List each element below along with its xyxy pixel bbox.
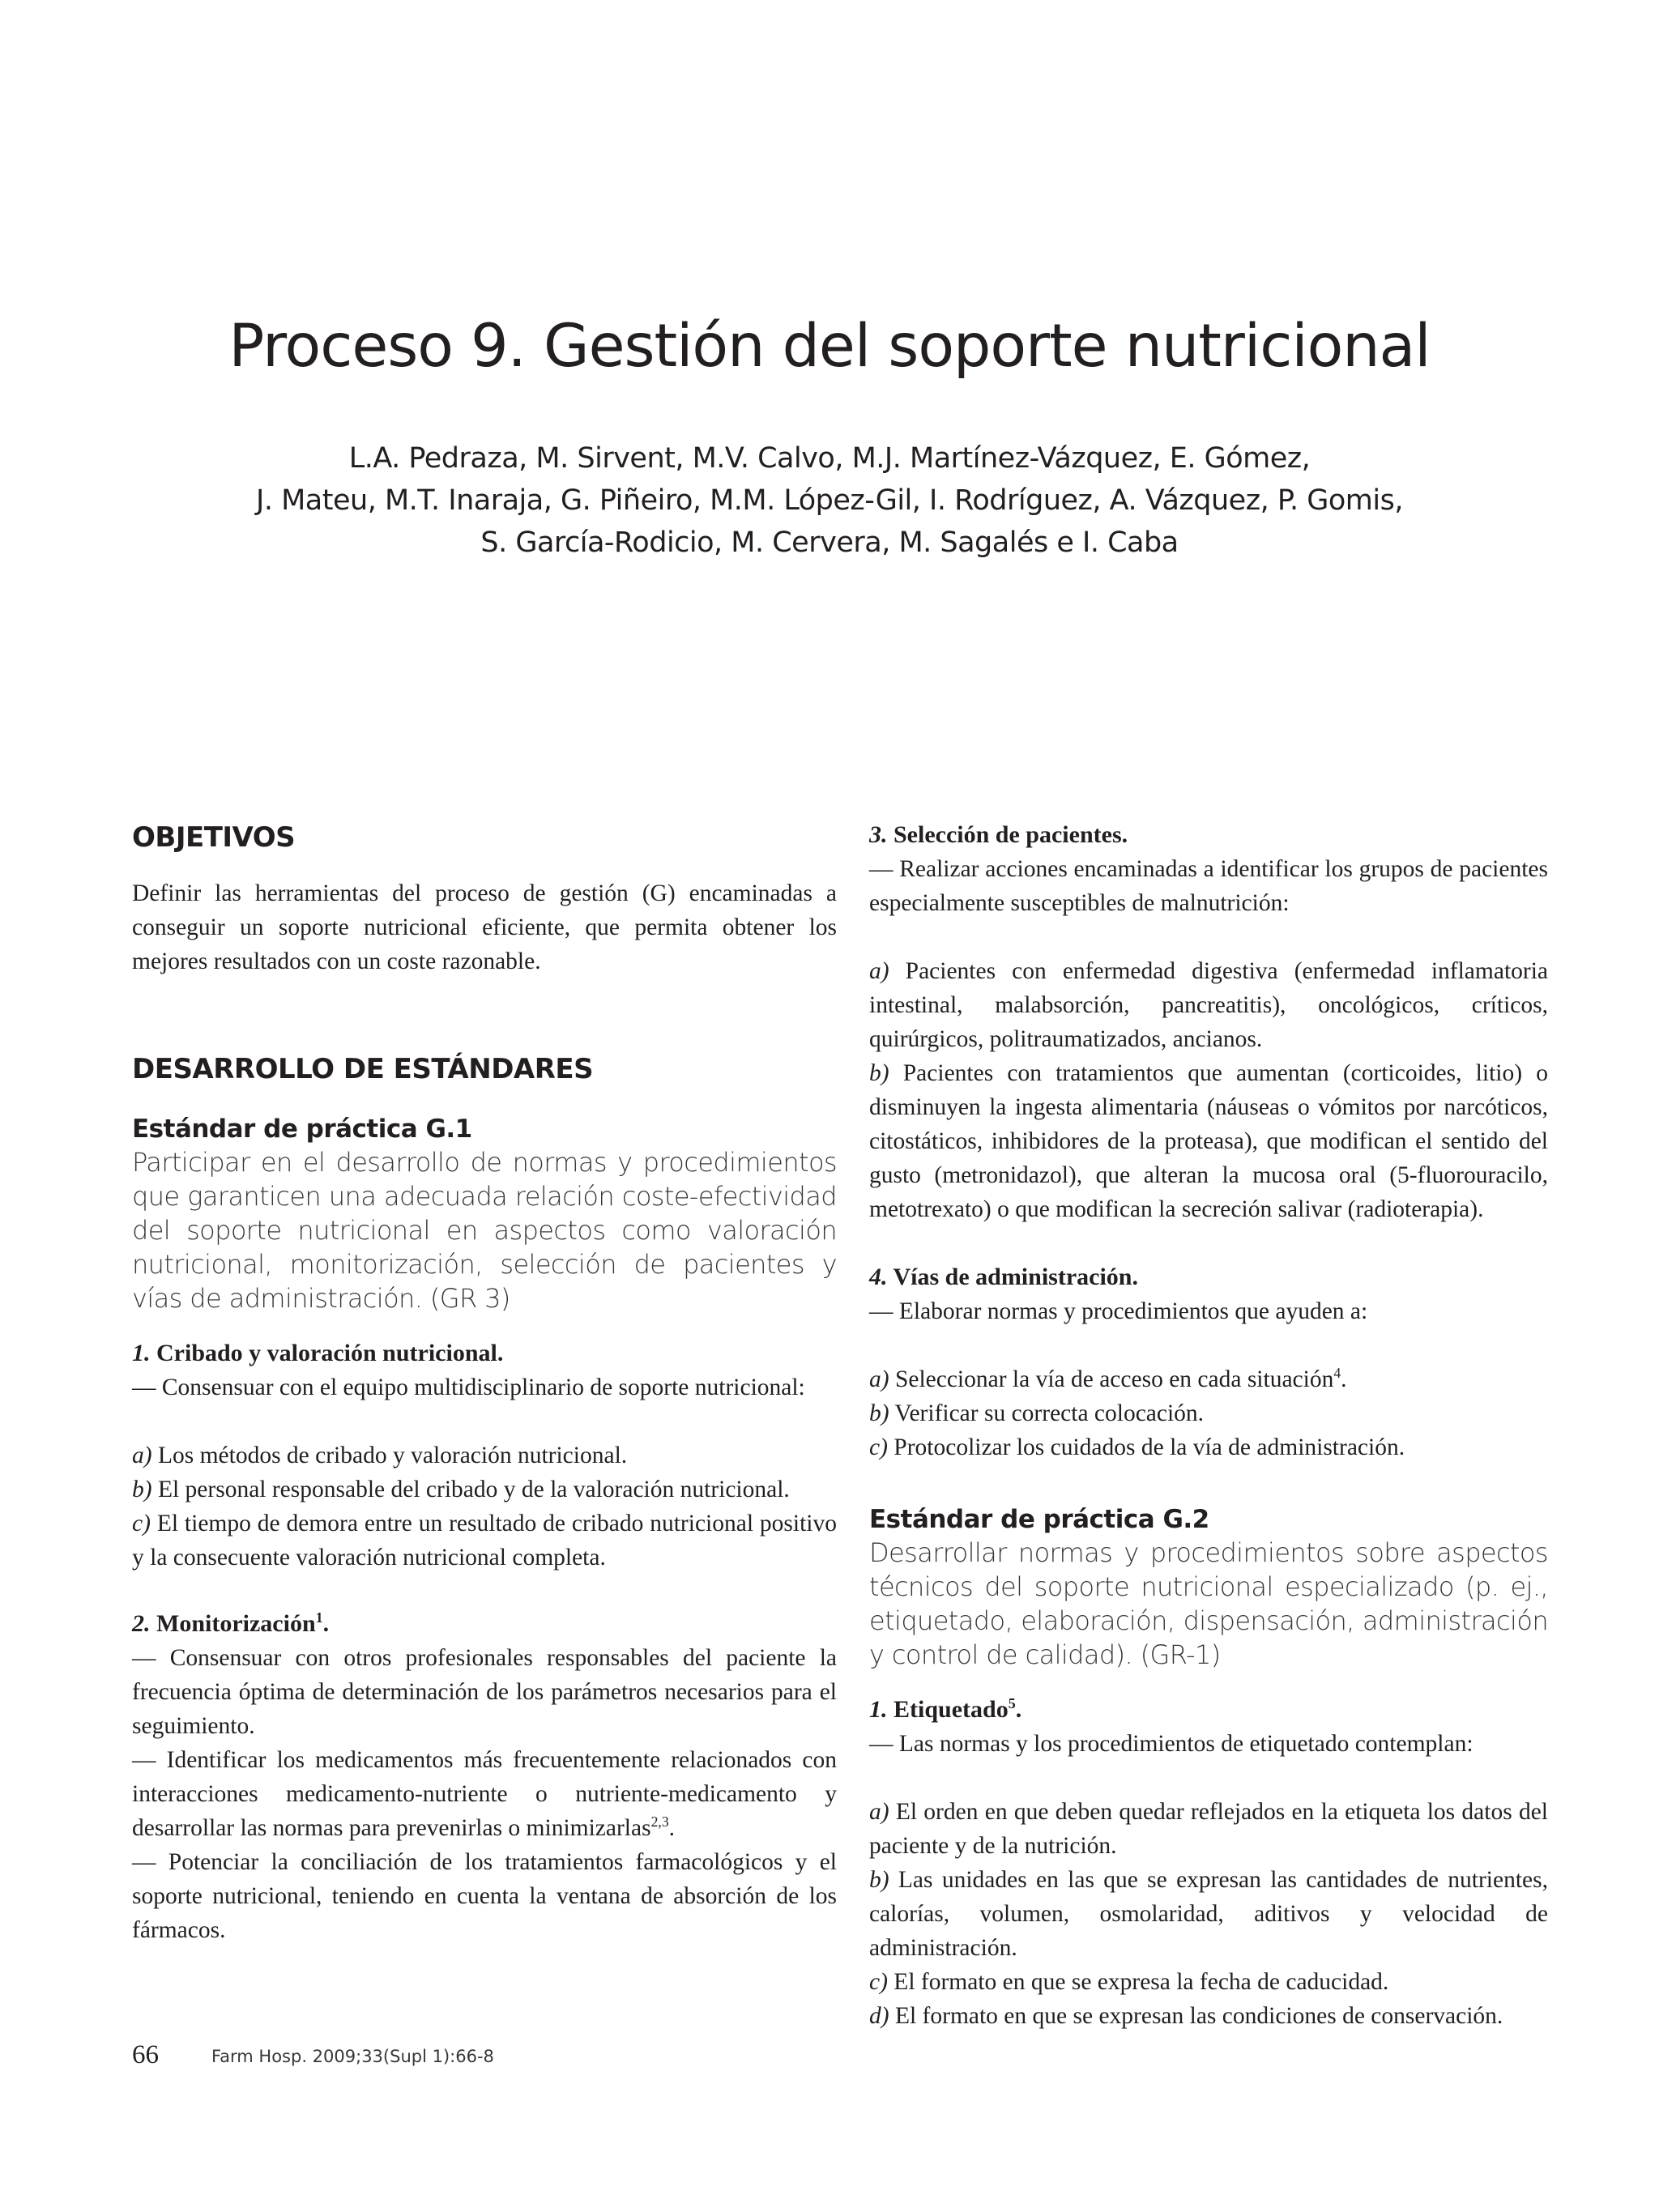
objetivos-text: Definir las herramientas del proceso de gestión (G) encaminadas a conseguir un soporte nutricional eficiente, que permita obtener los mejores resultados con un coste razonable. — [132, 880, 837, 974]
paragraph: — Consensuar con otros profesionales responsables del paciente la frecuencia óptima de determinación de los parámetros necesarios para el seguimiento. — [132, 1645, 837, 1739]
author-list — [162, 437, 1497, 564]
section-intro: — Elaborar normas y procedimientos que ayuden a: — [869, 1298, 1368, 1324]
right-column — [869, 820, 1548, 2033]
standard-g2-heading: Estándar de práctica G.2 — [869, 1505, 1209, 1534]
standard-g1-heading: Estándar de práctica G.1 — [132, 1115, 472, 1144]
list-item: b) El personal responsable del cribado y de la valoración nutricional. — [132, 1477, 790, 1502]
list-item: c) El tiempo de demora entre un resultado de cribado nutricional positivo y la consecuente valoración nutricional completa. — [132, 1511, 837, 1571]
paragraph: — Potenciar la conciliación de los tratamientos farmacológicos y el soporte nutricional, teniendo en cuenta la ventana de absorción de los fármacos. — [132, 1849, 837, 1943]
section-heading-seleccion: 3. Selección de pacientes. — [869, 821, 1128, 848]
author-line: J. Mateu, M.T. Inaraja, G. Piñeiro, M.M. López-Gil, I. Rodríguez, A. Vázquez, P. Gomis, — [256, 484, 1403, 517]
section-heading-vias: 4. Vías de administración. — [869, 1264, 1138, 1290]
section-intro: — Realizar acciones encaminadas a identificar los grupos de pacientes especialmente susceptibles de malnutrición: — [869, 856, 1548, 916]
list-item: a) Pacientes con enfermedad digestiva (enfermedad inflamatoria intestinal, malabsorción, pancreatitis), oncológicos, críticos, quirúrgicos, politraumatizados, ancianos. — [869, 958, 1548, 1052]
standard-g2-text: Desarrollar normas y procedimientos sobre aspectos técnicos del soporte nutricional especializado (p. ej., etiquetado, elaboración, dispensación, administración y control de calidad). (GR-1) — [869, 1537, 1548, 1670]
page-title: Proceso 9. Gestión del soporte nutricional — [228, 312, 1431, 381]
list-item: c) Protocolizar los cuidados de la vía de administración. — [869, 1434, 1405, 1460]
journal-citation: Farm Hosp. 2009;33(Supl 1):66-8 — [211, 2047, 494, 2066]
paragraph: — Identificar los medicamentos más frecuentemente relacionados con interacciones medicamento-nutriente o nutriente-medicamento y desarrollar las normas para prevenirlas o minimizarlas$^{2,3}$. — [132, 1747, 837, 1841]
list-item: b) Verificar su correcta colocación. — [869, 1400, 1205, 1426]
list-item: a) Los métodos de cribado y valoración nutricional. — [132, 1443, 628, 1468]
section-heading-etiquetado: 1. Etiquetado$^5$. — [869, 1695, 1022, 1723]
section-intro: — Consensuar con el equipo multidisciplinario de soporte nutricional: — [132, 1375, 805, 1400]
author-line: L.A. Pedraza, M. Sirvent, M.V. Calvo, M.J. Martínez-Vázquez, E. Gómez, — [348, 442, 1311, 475]
author-line: S. García-Rodicio, M. Cervera, M. Sagalés e I. Caba — [480, 526, 1179, 559]
list-item: c) El formato en que se expresa la fecha de caducidad. — [869, 1969, 1389, 1995]
desarrollo-heading: DESARROLLO DE ESTÁNDARES — [132, 1053, 594, 1085]
list-item: b) Las unidades en las que se expresan las cantidades de nutrientes, calorías, volumen, osmolaridad, aditivos y velocidad de administración. — [869, 1867, 1548, 1961]
left-column — [132, 820, 837, 1947]
list-item: d) El formato en que se expresan las condiciones de conservación. — [869, 2003, 1503, 2029]
list-item: a) El orden en que deben quedar reflejados en la etiqueta los datos del paciente y de la nutrición. — [869, 1799, 1548, 1859]
section-heading-cribado: 1. Cribado y valoración nutricional. — [132, 1340, 504, 1366]
page-number: 66 — [132, 2040, 159, 2069]
list-item: b) Pacientes con tratamientos que aumentan (corticoides, litio) o disminuyen la ingesta alimentaria (náuseas o vómitos por narcóticos, citostáticos, inhibidores de la proteasa), que modifican el sentido del gusto (metronidazol), que alteran la mucosa oral (5-fluorouracilo, metotrexato) o que modifican la secreción salivar (radioterapia). — [869, 1060, 1548, 1222]
section-heading-monitorizacion: 2. Monitorización$^1$. — [132, 1609, 330, 1637]
standard-g1-text: Participar en el desarrollo de normas y procedimientos que garanticen una adecuada relación coste-efectividad del soporte nutricional en aspectos como valoración nutricional, monitorización, selección de pacientes y vías de administración. (GR 3) — [132, 1147, 837, 1314]
section-intro: — Las normas y los procedimientos de etiquetado contemplan: — [869, 1731, 1473, 1757]
list-item: a) Seleccionar la vía de acceso en cada situación$^4$. — [869, 1365, 1347, 1392]
objetivos-heading: OBJETIVOS — [132, 821, 296, 854]
